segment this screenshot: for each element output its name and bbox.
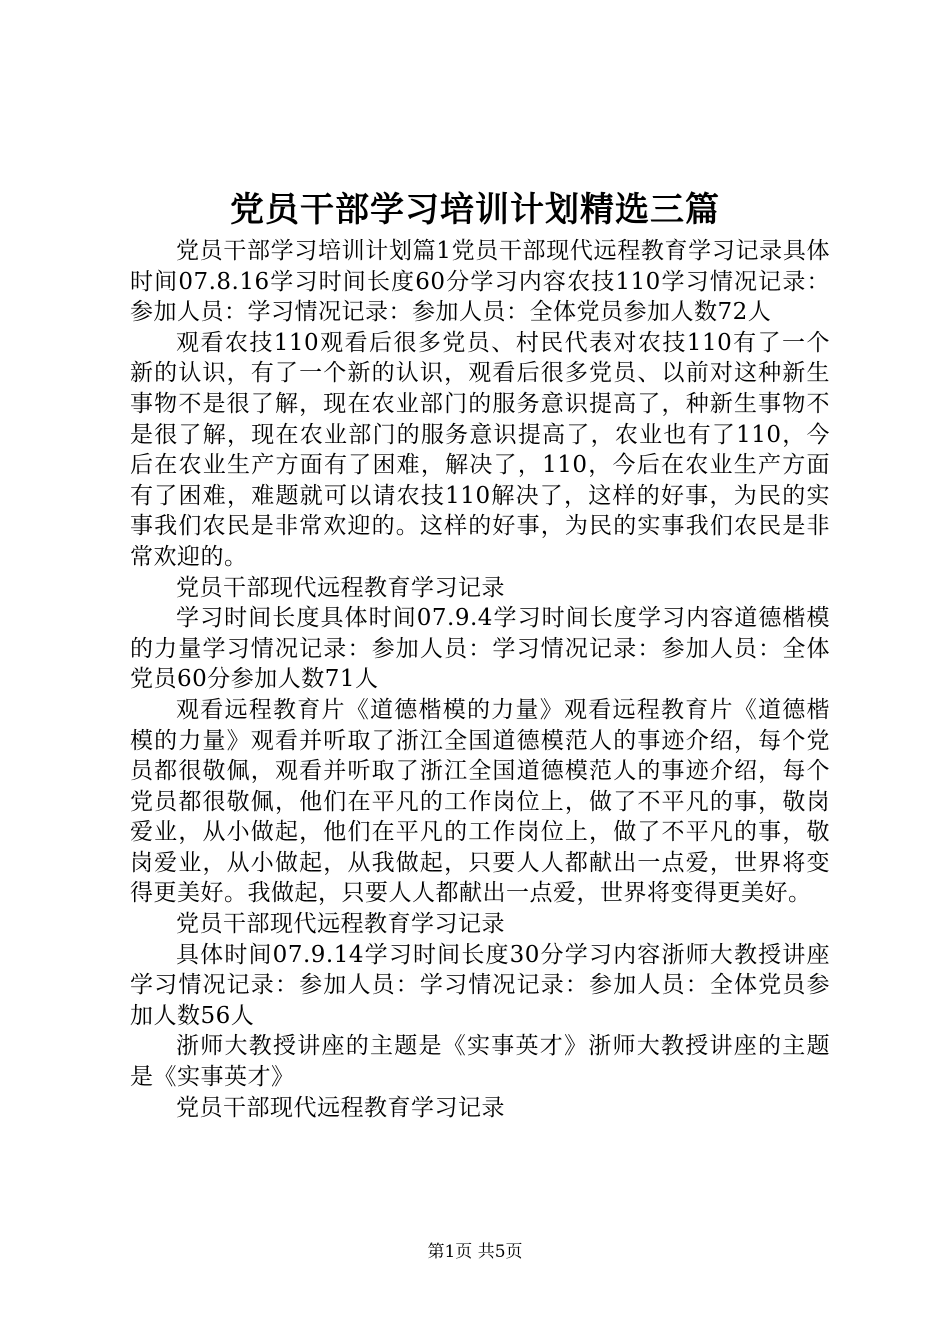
paragraph: 具体时间07.9.14学习时间长度30分学习内容浙师大教授讲座学习情况记录：参加人员：学习情况记录：参加人员：全体党员参加人数56人 (130, 941, 830, 1029)
paragraph: 观看远程教育片《道德楷模的力量》观看远程教育片《道德楷模的力量》观看并听取了浙江全国道德模范人的事迹介绍，每个党员都很敬佩，观看并听取了浙江全国道德模范人的事迹介绍，每个党员都很敬佩，他们在平凡的工作岗位上，做了不平凡的事，敬岗爱业，从小做起，他们在平凡的工作岗位上，做了不平凡的事，敬岗爱业，从小做起，从我做起，只要人人都献出一点爱，世界将变得更美好。我做起，只要人人都献出一点爱，世界将变得更美好。 (130, 696, 830, 907)
document-title: 党员干部学习培训计划精选三篇 (230, 190, 720, 230)
paragraph: 学习时间长度具体时间07.9.4学习时间长度学习内容道德楷模的力量学习情况记录：参加人员：学习情况记录：参加人员：全体党员60分参加人数71人 (130, 605, 830, 693)
paragraph: 党员干部学习培训计划篇1党员干部现代远程教育学习记录具体时间07.8.16学习时间长度60分学习内容农技110学习情况记录：参加人员：学习情况记录：参加人员：全体党员参加人数72人 (130, 238, 830, 326)
page-footer: 第1页 共5页 (427, 1242, 523, 1262)
section-heading: 党员干部现代远程教育学习记录 (176, 911, 505, 938)
paragraph: 浙师大教授讲座的主题是《实事英才》浙师大教授讲座的主题是《实事英才》 (130, 1033, 830, 1091)
paragraph: 观看农技110观看后很多党员、村民代表对农技110有了一个新的认识，有了一个新的认识，观看后很多党员、以前对这种新生事物不是很了解，现在农业部门的服务意识提高了，种新生事物不是很了解，现在农业部门的服务意识提高了，农业也有了110，今后在农业生产方面有了困难，解决了，110，今后在农业生产方面有了困难，难题就可以请农技110解决了，这样的好事，为民的实事我们农民是非常欢迎的。这样的好事，为民的实事我们农民是非常欢迎的。 (130, 329, 830, 570)
section-heading: 党员干部现代远程教育学习记录 (176, 574, 505, 601)
document-body (130, 236, 830, 1123)
section-heading: 党员干部现代远程教育学习记录 (176, 1094, 505, 1121)
